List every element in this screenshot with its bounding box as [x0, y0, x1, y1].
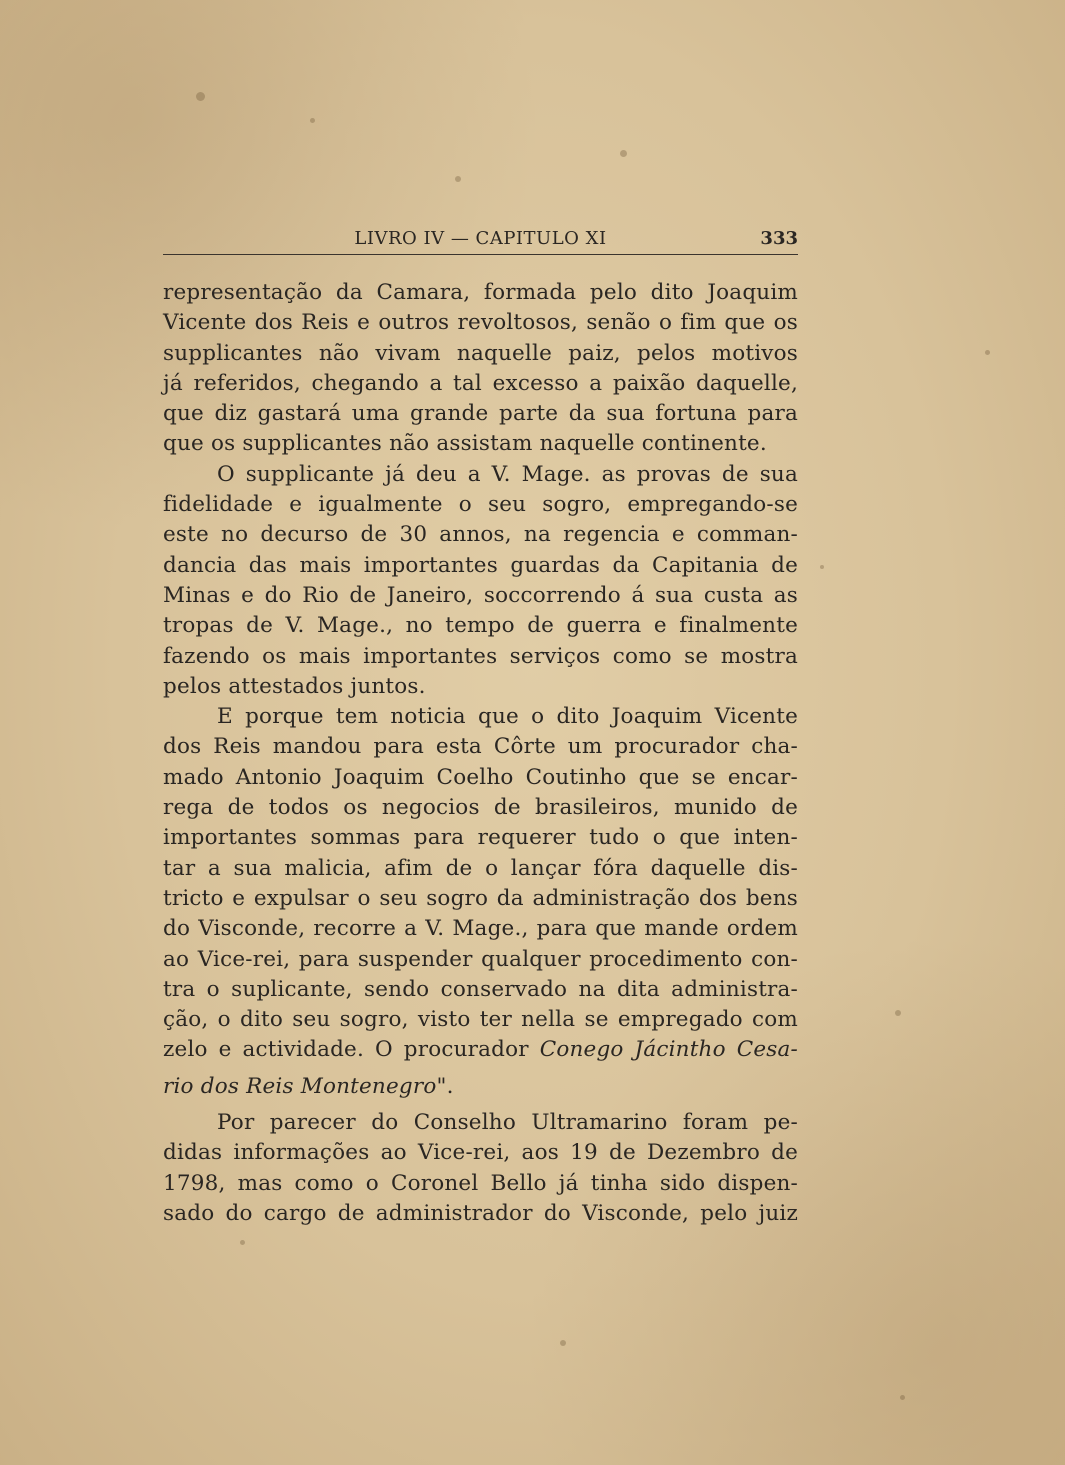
text-line: E porque tem noticia que o dito Joaquim Vicente	[217, 704, 798, 730]
body-text	[163, 278, 798, 1229]
text-line: mado Antonio Joaquim Coelho Coutinho que se encar-	[163, 764, 798, 790]
text-line: do Visconde, recorre a V. Mage., para que mande ordem	[163, 916, 798, 942]
text-line: fidelidade e igualmente o seu sogro, empregando-se	[163, 492, 798, 518]
text-line: dos Reis mandou para esta Côrte um procurador cha-	[163, 734, 798, 760]
text-line: tra o suplicante, sendo conservado na dita administra-	[163, 976, 798, 1002]
text-line: Minas e do Rio de Janeiro, soccorrendo á sua custa as	[163, 582, 798, 608]
italic-run: Conego Jácintho Cesa-	[539, 1037, 798, 1063]
text-line: este no decurso de 30 annos, na regencia e comman-	[163, 522, 798, 548]
running-title: LIVRO IV — CAPITULO XI	[354, 228, 607, 249]
text-line: tar a sua malicia, afim de o lançar fóra daquelle dis-	[163, 855, 798, 881]
text-line: sado do cargo de administrador do Visconde, pelo juiz	[163, 1200, 798, 1226]
text-line: dancia das mais importantes guardas da Capitania de	[163, 552, 798, 578]
text-line: representação da Camara, formada pelo dito Joaquim	[163, 280, 798, 305]
text-line: 1798, mas como o Coronel Bello já tinha sido dispen-	[163, 1170, 798, 1196]
paper-speck	[895, 1010, 901, 1016]
text-line: tropas de V. Mage., no tempo de guerra e finalmente	[163, 613, 798, 639]
text-line: tricto e expulsar o seu sogro da administração dos bens	[163, 885, 798, 911]
text-line: supplicantes não vivam naquelle paiz, pelos motivos	[163, 340, 798, 366]
text-line: ção, o dito seu sogro, visto ter nella se empregado com	[163, 1007, 798, 1033]
paper-speck	[900, 1395, 905, 1400]
italic-run: rio dos Reis Montenegro	[163, 1073, 437, 1099]
paper-speck	[240, 1240, 245, 1245]
running-header	[163, 228, 798, 255]
text-line: que diz gastará uma grande parte da sua fortuna para	[163, 401, 798, 427]
text-line: já referidos, chegando a tal excesso a paixão daquelle,	[163, 370, 798, 396]
text-line: pelos attestados juntos.	[163, 673, 426, 699]
text-line: Vicente dos Reis e outros revoltosos, senão o fim que os	[163, 310, 798, 336]
paper-speck	[985, 350, 990, 355]
paper-speck	[560, 1340, 566, 1346]
text-run: zelo e actividade. O procurador	[163, 1037, 529, 1063]
text-line: que os supplicantes não assistam naquelle continente.	[163, 431, 767, 457]
text-line: ao Vice-rei, para suspender qualquer procedimento con-	[163, 946, 798, 972]
text-line: fazendo os mais importantes serviços como se mostra	[163, 643, 798, 669]
page-number: 333	[760, 228, 798, 249]
text-line: didas informações ao Vice-rei, aos 19 de Dezembro de	[163, 1140, 798, 1166]
paper-speck	[820, 565, 824, 569]
paper-speck	[455, 176, 461, 182]
text-line: rega de todos os negocios de brasileiros, munido de	[163, 795, 798, 821]
text-line: Por parecer do Conselho Ultramarino foram pe-	[217, 1110, 798, 1136]
paper-speck	[620, 150, 627, 157]
text-line	[163, 1035, 798, 1065]
paper-speck	[310, 118, 315, 123]
text-line	[163, 1072, 798, 1102]
text-line: O supplicante já deu a V. Mage. as provas de sua	[217, 461, 798, 487]
closing-quote: ".	[436, 1073, 454, 1099]
paper-speck	[196, 92, 205, 101]
text-line: importantes sommas para requerer tudo o que inten-	[163, 825, 798, 851]
